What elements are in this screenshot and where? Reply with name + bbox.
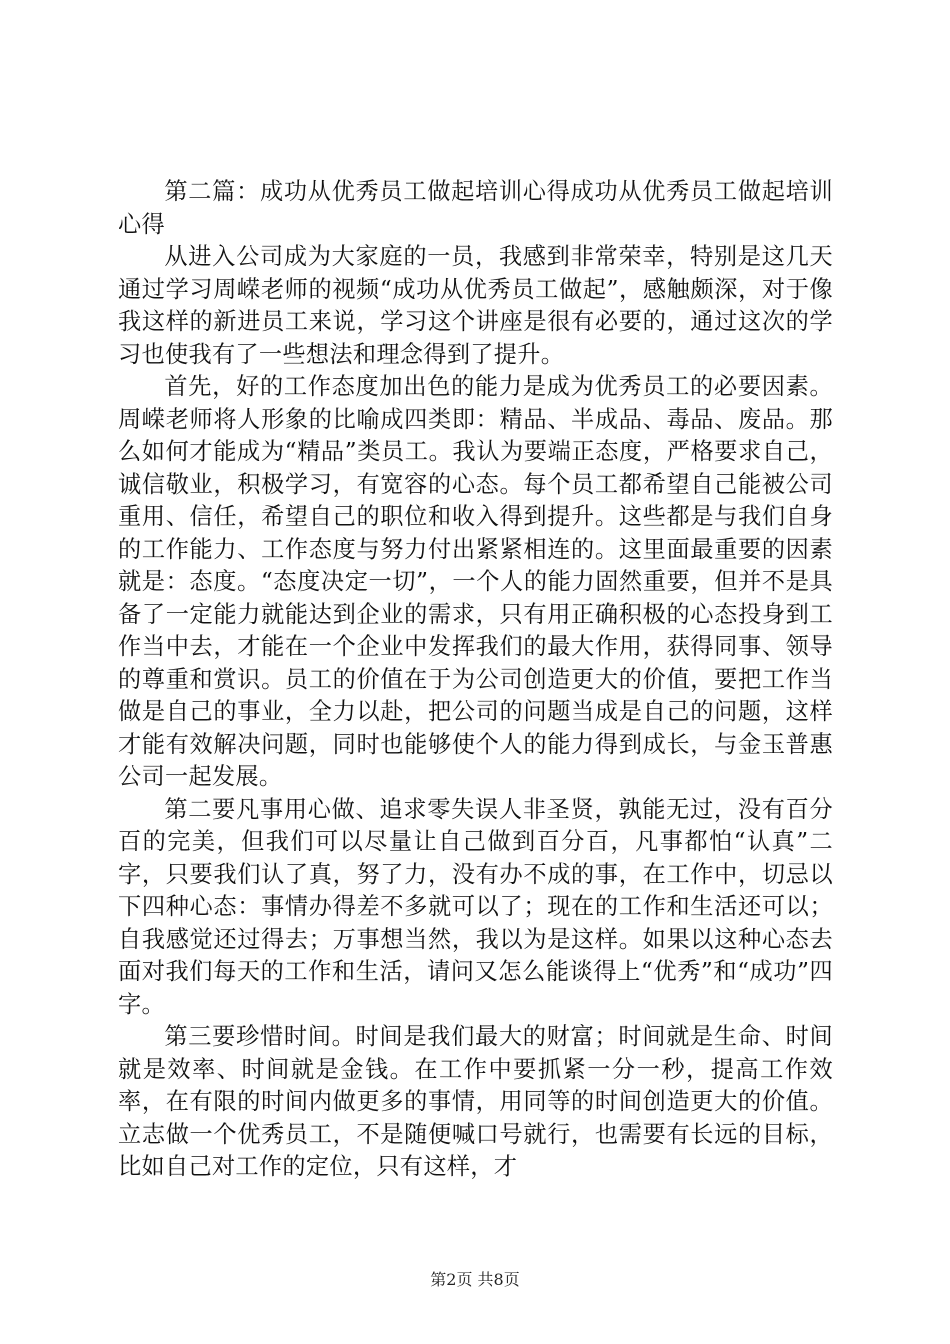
page-number-footer: 第2页 共8页 bbox=[430, 1270, 520, 1289]
body-paragraph: 从进入公司成为大家庭的一员，我感到非常荣幸，特别是这几天通过学习周嵘老师的视频“成功从优秀员工做起”，感触颇深，对于像我这样的新进员工来说，学习这个讲座是很有必要的，通过这次的学习也使我有了一些想法和理念得到了提升。 bbox=[118, 243, 833, 368]
section-title-paragraph: 第二篇：成功从优秀员工做起培训心得成功从优秀员工做起培训心得 bbox=[118, 178, 833, 238]
document-body bbox=[118, 176, 833, 1184]
body-paragraph: 第三要珍惜时间。时间是我们最大的财富；时间就是生命、时间就是效率、时间就是金钱。在工作中要抓紧一分一秒，提高工作效率，在有限的时间内做更多的事情，用同等的时间创造更大的价值。立志做一个优秀员工，不是随便喊口号就行，也需要有长远的目标，比如自己对工作的定位，只有这样，才 bbox=[118, 1023, 833, 1180]
body-paragraph: 第二要凡事用心做、追求零失误人非圣贤，孰能无过，没有百分百的完美，但我们可以尽量让自己做到百分百，凡事都怕“认真”二字，只要我们认了真，努了力，没有办不成的事，在工作中，切忌以下四种心态：事情办得差不多就可以了；现在的工作和生活还可以；自我感觉还过得去；万事想当然，我以为是这样。如果以这种心态去面对我们每天的工作和生活，请问又怎么能谈得上“优秀”和“成功”四字。 bbox=[118, 795, 833, 1018]
body-paragraph: 首先，好的工作态度加出色的能力是成为优秀员工的必要因素。周嵘老师将人形象的比喻成四类即：精品、半成品、毒品、废品。那么如何才能成为“精品”类员工。我认为要端正态度，严格要求自己，诚信敬业，积极学习，有宽容的心态。每个员工都希望自己能被公司重用、信任，希望自己的职位和收入得到提升。这些都是与我们自身的工作能力、工作态度与努力付出紧紧相连的。这里面最重要的因素就是：态度。“态度决定一切”，一个人的能力固然重要，但并不是具备了一定能力就能达到企业的需求，只有用正确积极的心态投身到工作当中去，才能在一个企业中发挥我们的最大作用，获得同事、领导的尊重和赏识。员工的价值在于为公司创造更大的价值，要把工作当做是自己的事业，全力以赴，把公司的问题当成是自己的问题，这样才能有效解决问题，同时也能够使个人的能力得到成长，与金玉普惠公司一起发展。 bbox=[118, 373, 833, 790]
